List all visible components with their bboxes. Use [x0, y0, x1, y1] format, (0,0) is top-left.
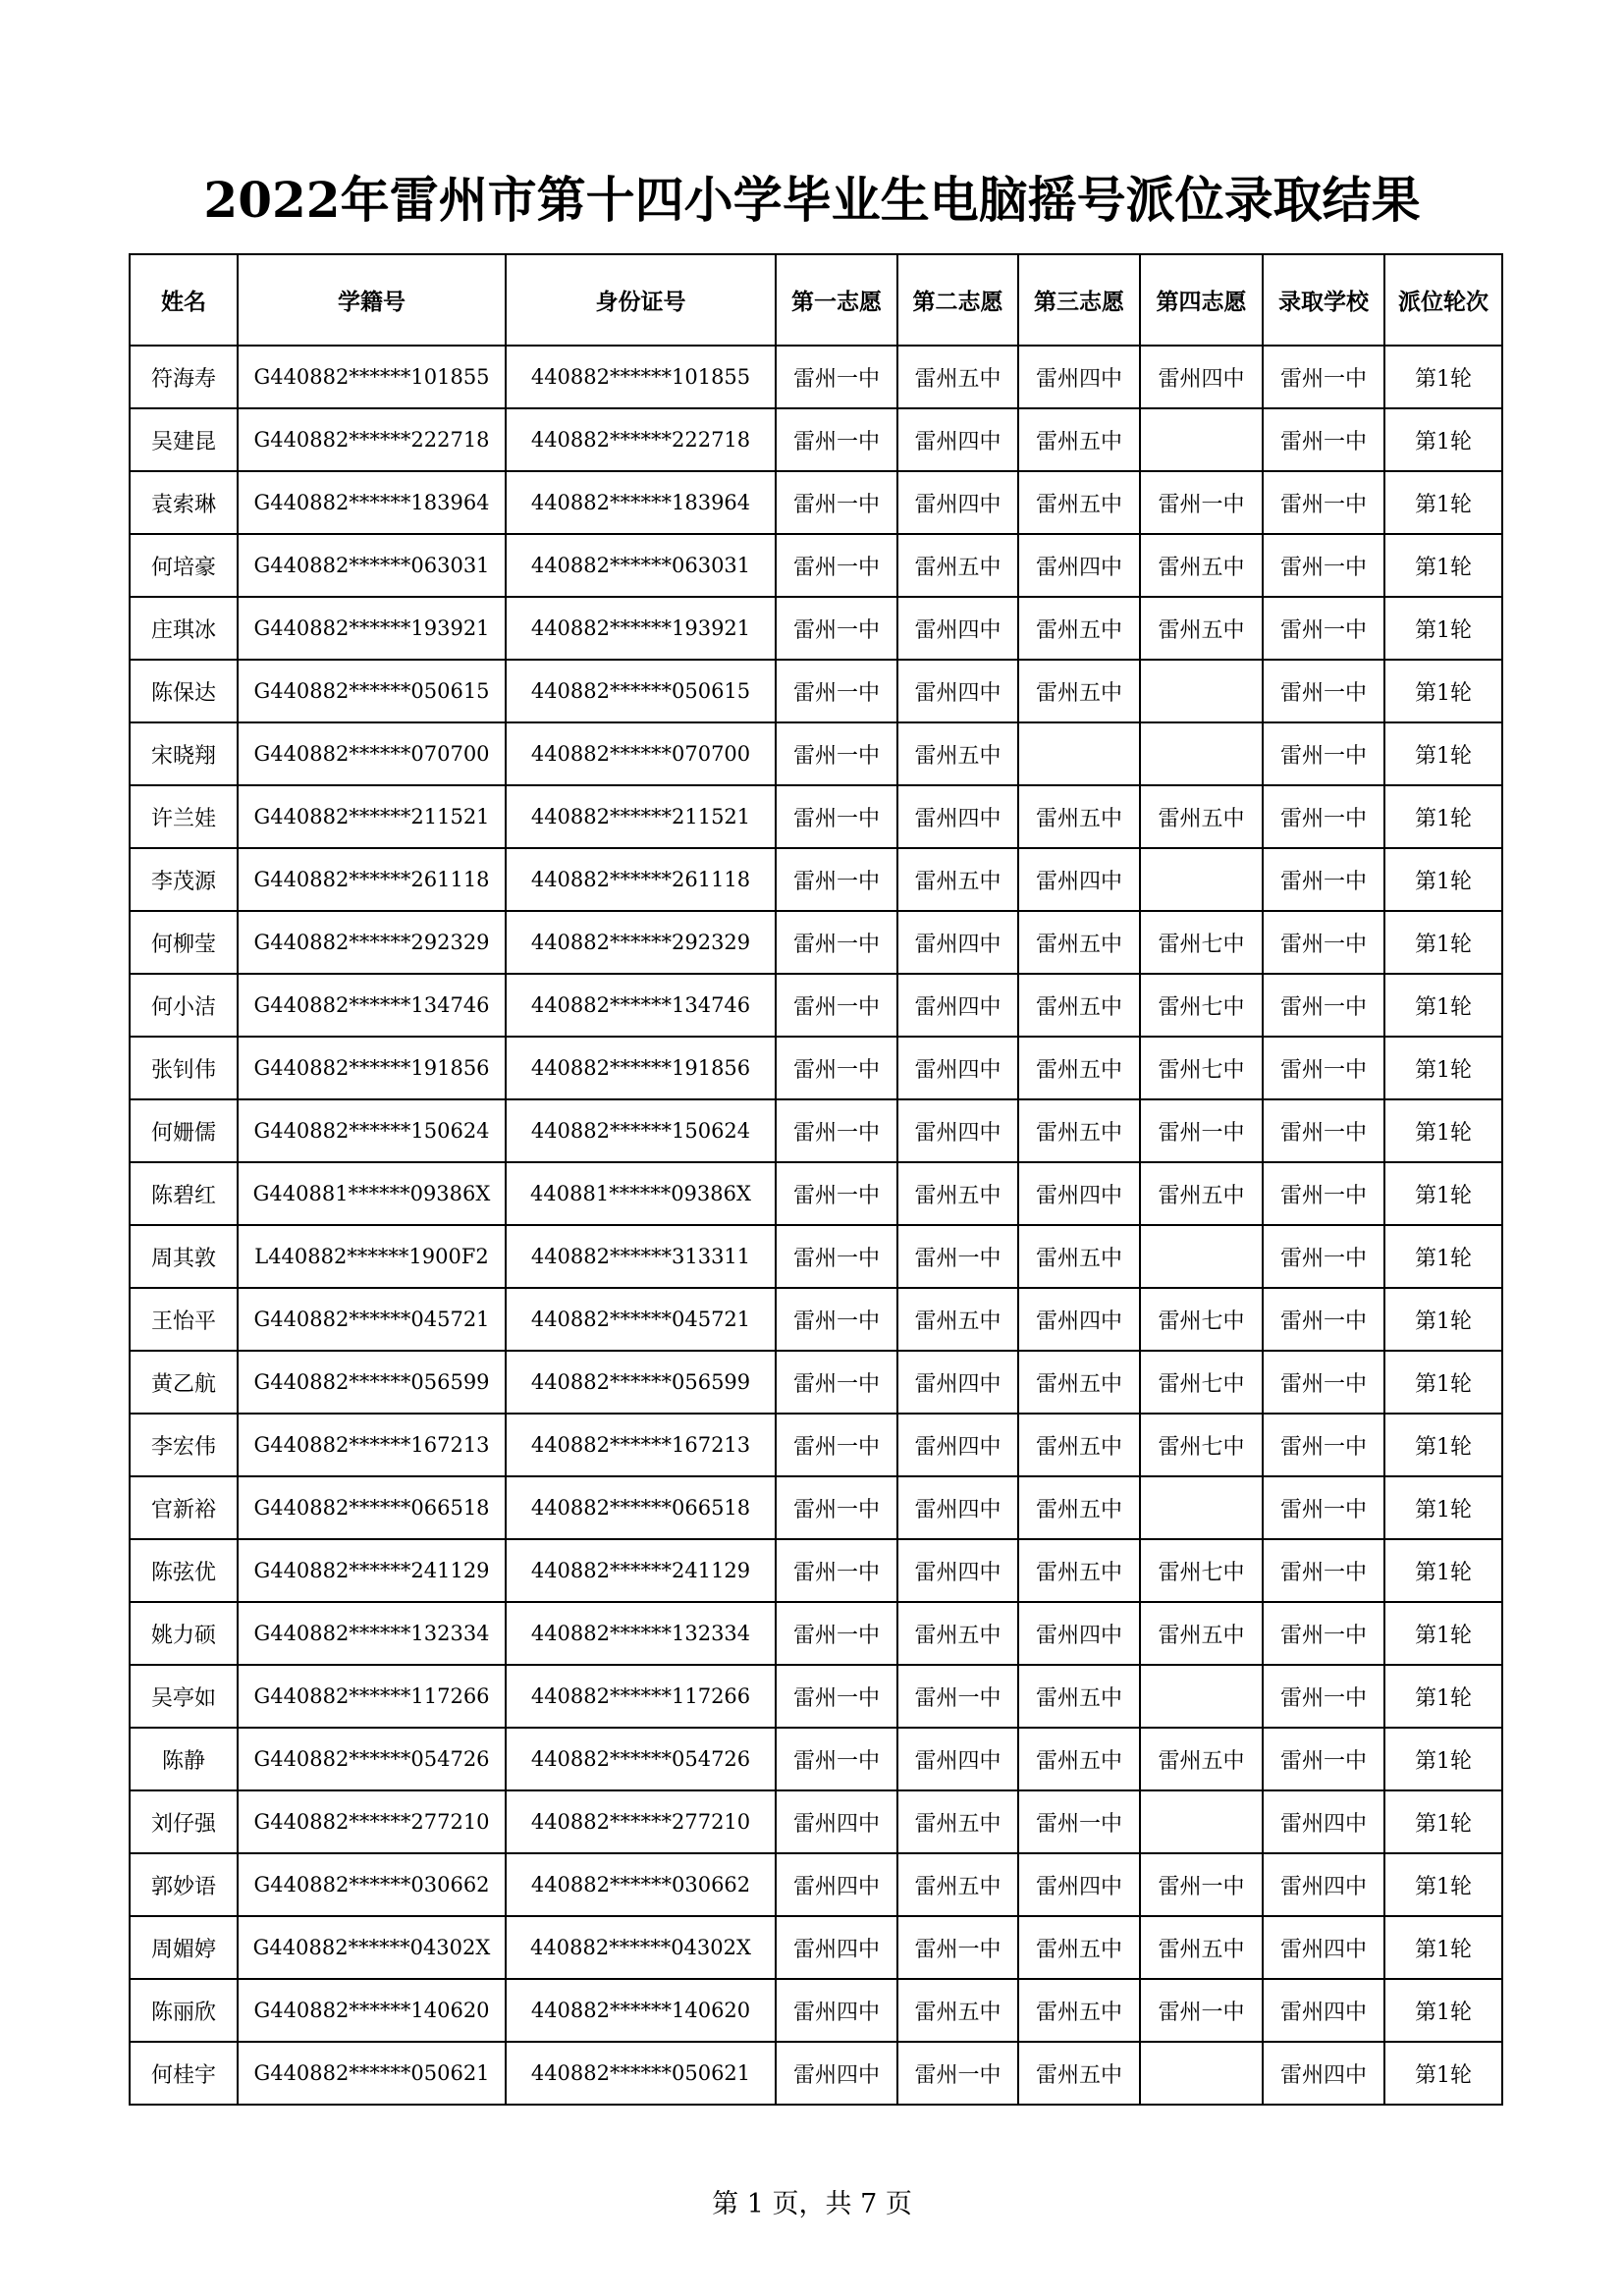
cell-id-card: 440882******222718	[506, 408, 776, 471]
cell-choice-2: 雷州四中	[897, 408, 1018, 471]
cell-student-id: G440882******292329	[238, 911, 506, 974]
cell-choice-1: 雷州一中	[776, 1288, 897, 1351]
cell-choice-4: 雷州五中	[1140, 534, 1263, 597]
cell-name: 郭妙语	[130, 1853, 238, 1916]
table-row	[130, 1414, 1502, 1476]
header-round: 派位轮次	[1384, 254, 1502, 346]
cell-choice-1: 雷州一中	[776, 1162, 897, 1225]
cell-id-card: 440882******04302X	[506, 1916, 776, 1979]
cell-id-card: 440882******056599	[506, 1351, 776, 1414]
cell-name: 何柳莹	[130, 911, 238, 974]
table-row	[130, 974, 1502, 1037]
table-row	[130, 1916, 1502, 1979]
cell-choice-4: 雷州五中	[1140, 1916, 1263, 1979]
table-row	[130, 1539, 1502, 1602]
table-row	[130, 1351, 1502, 1414]
cell-student-id: G440882******050615	[238, 660, 506, 722]
cell-choice-1: 雷州一中	[776, 1602, 897, 1665]
cell-round: 第1轮	[1384, 1602, 1502, 1665]
cell-choice-2: 雷州五中	[897, 1602, 1018, 1665]
cell-id-card: 440882******241129	[506, 1539, 776, 1602]
cell-choice-3: 雷州五中	[1018, 1099, 1140, 1162]
cell-admitted-school: 雷州一中	[1263, 471, 1384, 534]
header-id-card: 身份证号	[506, 254, 776, 346]
cell-admitted-school: 雷州一中	[1263, 534, 1384, 597]
cell-name: 李茂源	[130, 848, 238, 911]
cell-choice-3: 雷州五中	[1018, 1476, 1140, 1539]
cell-round: 第1轮	[1384, 722, 1502, 785]
table-row	[130, 660, 1502, 722]
cell-choice-2: 雷州五中	[897, 534, 1018, 597]
cell-choice-3: 雷州五中	[1018, 785, 1140, 848]
cell-choice-1: 雷州一中	[776, 1351, 897, 1414]
cell-student-id: G440882******04302X	[238, 1916, 506, 1979]
header-name: 姓名	[130, 254, 238, 346]
cell-choice-3: 雷州四中	[1018, 346, 1140, 408]
cell-round: 第1轮	[1384, 911, 1502, 974]
cell-choice-3: 雷州五中	[1018, 1414, 1140, 1476]
cell-student-id: L440882******1900F2	[238, 1225, 506, 1288]
cell-name: 吴亭如	[130, 1665, 238, 1728]
cell-choice-4: 雷州一中	[1140, 1853, 1263, 1916]
cell-round: 第1轮	[1384, 1037, 1502, 1099]
cell-name: 张钊伟	[130, 1037, 238, 1099]
cell-choice-4: 雷州七中	[1140, 974, 1263, 1037]
cell-choice-4	[1140, 722, 1263, 785]
cell-choice-1: 雷州四中	[776, 2042, 897, 2105]
cell-admitted-school: 雷州一中	[1263, 1351, 1384, 1414]
cell-id-card: 440882******167213	[506, 1414, 776, 1476]
cell-id-card: 440882******261118	[506, 848, 776, 911]
cell-id-card: 440882******211521	[506, 785, 776, 848]
cell-choice-4: 雷州七中	[1140, 1539, 1263, 1602]
cell-admitted-school: 雷州一中	[1263, 346, 1384, 408]
cell-choice-4	[1140, 1225, 1263, 1288]
cell-name: 何培豪	[130, 534, 238, 597]
cell-choice-1: 雷州一中	[776, 471, 897, 534]
cell-choice-1: 雷州一中	[776, 974, 897, 1037]
table-row	[130, 1162, 1502, 1225]
table-row	[130, 1037, 1502, 1099]
cell-student-id: G440882******193921	[238, 597, 506, 660]
cell-choice-3: 雷州五中	[1018, 471, 1140, 534]
cell-admitted-school: 雷州一中	[1263, 660, 1384, 722]
table-row	[130, 471, 1502, 534]
cell-choice-2: 雷州四中	[897, 1414, 1018, 1476]
cell-choice-2: 雷州四中	[897, 1476, 1018, 1539]
cell-choice-3: 雷州五中	[1018, 1037, 1140, 1099]
cell-name: 黄乙航	[130, 1351, 238, 1414]
cell-choice-2: 雷州五中	[897, 722, 1018, 785]
table-row	[130, 597, 1502, 660]
cell-id-card: 440882******183964	[506, 471, 776, 534]
cell-name: 庄琪冰	[130, 597, 238, 660]
table-row	[130, 1790, 1502, 1853]
cell-choice-4	[1140, 2042, 1263, 2105]
cell-round: 第1轮	[1384, 1539, 1502, 1602]
cell-choice-1: 雷州四中	[776, 1916, 897, 1979]
cell-id-card: 440882******191856	[506, 1037, 776, 1099]
cell-choice-2: 雷州四中	[897, 471, 1018, 534]
cell-choice-2: 雷州四中	[897, 1728, 1018, 1790]
cell-round: 第1轮	[1384, 1288, 1502, 1351]
cell-choice-4: 雷州五中	[1140, 785, 1263, 848]
cell-student-id: G440882******117266	[238, 1665, 506, 1728]
cell-choice-4	[1140, 1476, 1263, 1539]
cell-student-id: G440882******211521	[238, 785, 506, 848]
cell-choice-4	[1140, 408, 1263, 471]
cell-student-id: G440882******183964	[238, 471, 506, 534]
cell-choice-2: 雷州五中	[897, 346, 1018, 408]
cell-choice-1: 雷州一中	[776, 1728, 897, 1790]
cell-admitted-school: 雷州一中	[1263, 408, 1384, 471]
cell-choice-1: 雷州一中	[776, 408, 897, 471]
cell-id-card: 440882******050615	[506, 660, 776, 722]
cell-round: 第1轮	[1384, 1476, 1502, 1539]
cell-choice-2: 雷州五中	[897, 1790, 1018, 1853]
cell-round: 第1轮	[1384, 1979, 1502, 2042]
cell-choice-1: 雷州一中	[776, 534, 897, 597]
cell-choice-3: 雷州五中	[1018, 1728, 1140, 1790]
cell-round: 第1轮	[1384, 974, 1502, 1037]
cell-student-id: G440882******050621	[238, 2042, 506, 2105]
cell-admitted-school: 雷州一中	[1263, 1665, 1384, 1728]
cell-choice-3: 雷州四中	[1018, 534, 1140, 597]
cell-admitted-school: 雷州一中	[1263, 1539, 1384, 1602]
cell-choice-2: 雷州五中	[897, 1162, 1018, 1225]
table-row	[130, 1225, 1502, 1288]
cell-student-id: G440882******063031	[238, 534, 506, 597]
cell-choice-1: 雷州一中	[776, 911, 897, 974]
cell-choice-2: 雷州四中	[897, 597, 1018, 660]
cell-choice-3: 雷州五中	[1018, 597, 1140, 660]
cell-name: 陈弦优	[130, 1539, 238, 1602]
cell-choice-2: 雷州四中	[897, 974, 1018, 1037]
cell-admitted-school: 雷州一中	[1263, 1162, 1384, 1225]
cell-round: 第1轮	[1384, 534, 1502, 597]
table-row	[130, 2042, 1502, 2105]
cell-choice-3: 雷州四中	[1018, 1162, 1140, 1225]
cell-choice-3: 雷州五中	[1018, 1225, 1140, 1288]
cell-choice-2: 雷州五中	[897, 1853, 1018, 1916]
cell-id-card: 440882******132334	[506, 1602, 776, 1665]
cell-choice-1: 雷州一中	[776, 1539, 897, 1602]
cell-choice-2: 雷州一中	[897, 2042, 1018, 2105]
cell-choice-2: 雷州四中	[897, 1099, 1018, 1162]
cell-choice-2: 雷州五中	[897, 1979, 1018, 2042]
table-row	[130, 408, 1502, 471]
cell-choice-1: 雷州四中	[776, 1979, 897, 2042]
cell-name: 官新裕	[130, 1476, 238, 1539]
cell-name: 吴建昆	[130, 408, 238, 471]
cell-round: 第1轮	[1384, 1351, 1502, 1414]
table-row	[130, 346, 1502, 408]
cell-choice-1: 雷州一中	[776, 660, 897, 722]
cell-choice-2: 雷州一中	[897, 1225, 1018, 1288]
cell-student-id: G440882******167213	[238, 1414, 506, 1476]
cell-id-card: 440882******063031	[506, 534, 776, 597]
cell-admitted-school: 雷州四中	[1263, 2042, 1384, 2105]
header-student-id: 学籍号	[238, 254, 506, 346]
cell-choice-3: 雷州五中	[1018, 1665, 1140, 1728]
cell-id-card: 440882******070700	[506, 722, 776, 785]
cell-choice-3: 雷州四中	[1018, 848, 1140, 911]
cell-choice-4: 雷州五中	[1140, 597, 1263, 660]
cell-choice-4: 雷州五中	[1140, 1602, 1263, 1665]
cell-admitted-school: 雷州一中	[1263, 848, 1384, 911]
cell-choice-1: 雷州一中	[776, 722, 897, 785]
cell-choice-2: 雷州四中	[897, 911, 1018, 974]
cell-admitted-school: 雷州一中	[1263, 1225, 1384, 1288]
cell-choice-3: 雷州五中	[1018, 660, 1140, 722]
cell-choice-1: 雷州一中	[776, 346, 897, 408]
cell-id-card: 440882******134746	[506, 974, 776, 1037]
cell-admitted-school: 雷州一中	[1263, 1602, 1384, 1665]
cell-student-id: G440882******261118	[238, 848, 506, 911]
cell-choice-2: 雷州五中	[897, 1288, 1018, 1351]
cell-name: 王怡平	[130, 1288, 238, 1351]
cell-round: 第1轮	[1384, 1099, 1502, 1162]
cell-id-card: 440882******117266	[506, 1665, 776, 1728]
table-row	[130, 1288, 1502, 1351]
table-body	[130, 346, 1502, 2105]
cell-choice-2: 雷州四中	[897, 1037, 1018, 1099]
cell-student-id: G440882******056599	[238, 1351, 506, 1414]
cell-student-id: G440882******054726	[238, 1728, 506, 1790]
cell-admitted-school: 雷州四中	[1263, 1979, 1384, 2042]
cell-name: 何桂宇	[130, 2042, 238, 2105]
cell-name: 陈碧红	[130, 1162, 238, 1225]
cell-id-card: 440882******066518	[506, 1476, 776, 1539]
cell-choice-1: 雷州一中	[776, 1665, 897, 1728]
cell-name: 陈静	[130, 1728, 238, 1790]
cell-name: 李宏伟	[130, 1414, 238, 1476]
cell-choice-1: 雷州一中	[776, 597, 897, 660]
cell-choice-1: 雷州一中	[776, 1476, 897, 1539]
cell-round: 第1轮	[1384, 471, 1502, 534]
page-footer: 第 1 页，共 7 页	[712, 2189, 912, 2219]
cell-choice-3: 雷州四中	[1018, 1853, 1140, 1916]
cell-name: 宋晓翔	[130, 722, 238, 785]
page-title: 2022年雷州市第十四小学毕业生电脑摇号派位录取结果	[203, 171, 1421, 229]
cell-choice-4: 雷州四中	[1140, 346, 1263, 408]
cell-student-id: G440882******070700	[238, 722, 506, 785]
header-choice-1: 第一志愿	[776, 254, 897, 346]
cell-choice-2: 雷州一中	[897, 1665, 1018, 1728]
cell-choice-2: 雷州四中	[897, 1539, 1018, 1602]
cell-round: 第1轮	[1384, 1665, 1502, 1728]
header-admitted-school: 录取学校	[1263, 254, 1384, 346]
cell-student-id: G440882******045721	[238, 1288, 506, 1351]
cell-choice-3: 雷州五中	[1018, 1539, 1140, 1602]
cell-id-card: 440882******292329	[506, 911, 776, 974]
cell-choice-2: 雷州四中	[897, 660, 1018, 722]
admission-results-table	[129, 253, 1503, 2106]
cell-admitted-school: 雷州四中	[1263, 1916, 1384, 1979]
table-row	[130, 1853, 1502, 1916]
cell-choice-3: 雷州四中	[1018, 1288, 1140, 1351]
cell-id-card: 440882******277210	[506, 1790, 776, 1853]
cell-admitted-school: 雷州一中	[1263, 785, 1384, 848]
cell-id-card: 440882******050621	[506, 2042, 776, 2105]
cell-choice-3: 雷州五中	[1018, 1351, 1140, 1414]
cell-choice-1: 雷州四中	[776, 1790, 897, 1853]
cell-name: 何姗儒	[130, 1099, 238, 1162]
cell-student-id: G440882******150624	[238, 1099, 506, 1162]
cell-choice-4	[1140, 1665, 1263, 1728]
cell-choice-4: 雷州七中	[1140, 911, 1263, 974]
cell-round: 第1轮	[1384, 848, 1502, 911]
cell-student-id: G440882******066518	[238, 1476, 506, 1539]
cell-id-card: 440882******030662	[506, 1853, 776, 1916]
cell-name: 陈丽欣	[130, 1979, 238, 2042]
cell-name: 何小洁	[130, 974, 238, 1037]
cell-name: 陈保达	[130, 660, 238, 722]
cell-choice-1: 雷州一中	[776, 1414, 897, 1476]
cell-choice-4: 雷州七中	[1140, 1351, 1263, 1414]
cell-choice-2: 雷州五中	[897, 848, 1018, 911]
cell-choice-3: 雷州五中	[1018, 1916, 1140, 1979]
cell-name: 刘仔强	[130, 1790, 238, 1853]
cell-student-id: G440882******132334	[238, 1602, 506, 1665]
cell-admitted-school: 雷州一中	[1263, 974, 1384, 1037]
table-header-row	[130, 254, 1502, 346]
cell-id-card: 440882******054726	[506, 1728, 776, 1790]
table-row	[130, 785, 1502, 848]
cell-student-id: G440882******222718	[238, 408, 506, 471]
cell-choice-3: 雷州五中	[1018, 911, 1140, 974]
cell-choice-4: 雷州五中	[1140, 1162, 1263, 1225]
cell-student-id: G440881******09386X	[238, 1162, 506, 1225]
cell-choice-3: 雷州五中	[1018, 2042, 1140, 2105]
cell-choice-1: 雷州一中	[776, 848, 897, 911]
cell-admitted-school: 雷州一中	[1263, 1476, 1384, 1539]
cell-admitted-school: 雷州一中	[1263, 1037, 1384, 1099]
cell-round: 第1轮	[1384, 1728, 1502, 1790]
cell-admitted-school: 雷州一中	[1263, 911, 1384, 974]
cell-id-card: 440882******140620	[506, 1979, 776, 2042]
cell-id-card: 440881******09386X	[506, 1162, 776, 1225]
cell-admitted-school: 雷州一中	[1263, 597, 1384, 660]
cell-choice-4	[1140, 1790, 1263, 1853]
cell-student-id: G440882******101855	[238, 346, 506, 408]
table-row	[130, 1665, 1502, 1728]
cell-round: 第1轮	[1384, 2042, 1502, 2105]
cell-student-id: G440882******191856	[238, 1037, 506, 1099]
cell-round: 第1轮	[1384, 1162, 1502, 1225]
cell-name: 周其敦	[130, 1225, 238, 1288]
cell-student-id: G440882******277210	[238, 1790, 506, 1853]
cell-choice-3	[1018, 722, 1140, 785]
cell-choice-3: 雷州五中	[1018, 408, 1140, 471]
cell-round: 第1轮	[1384, 597, 1502, 660]
cell-id-card: 440882******101855	[506, 346, 776, 408]
cell-round: 第1轮	[1384, 1414, 1502, 1476]
cell-admitted-school: 雷州一中	[1263, 1728, 1384, 1790]
cell-choice-4: 雷州五中	[1140, 1728, 1263, 1790]
cell-name: 袁索琳	[130, 471, 238, 534]
cell-id-card: 440882******150624	[506, 1099, 776, 1162]
cell-id-card: 440882******193921	[506, 597, 776, 660]
table-row	[130, 1602, 1502, 1665]
table-row	[130, 1728, 1502, 1790]
cell-name: 周媚婷	[130, 1916, 238, 1979]
cell-round: 第1轮	[1384, 1225, 1502, 1288]
cell-choice-4: 雷州七中	[1140, 1288, 1263, 1351]
cell-id-card: 440882******045721	[506, 1288, 776, 1351]
table-row	[130, 1979, 1502, 2042]
cell-choice-3: 雷州一中	[1018, 1790, 1140, 1853]
cell-student-id: G440882******030662	[238, 1853, 506, 1916]
cell-choice-1: 雷州一中	[776, 785, 897, 848]
cell-round: 第1轮	[1384, 785, 1502, 848]
cell-choice-2: 雷州四中	[897, 785, 1018, 848]
cell-name: 姚力硕	[130, 1602, 238, 1665]
cell-round: 第1轮	[1384, 1853, 1502, 1916]
header-choice-3: 第三志愿	[1018, 254, 1140, 346]
cell-student-id: G440882******241129	[238, 1539, 506, 1602]
cell-round: 第1轮	[1384, 408, 1502, 471]
cell-admitted-school: 雷州一中	[1263, 1099, 1384, 1162]
cell-choice-4: 雷州一中	[1140, 471, 1263, 534]
cell-choice-3: 雷州五中	[1018, 1979, 1140, 2042]
cell-choice-4: 雷州七中	[1140, 1414, 1263, 1476]
cell-admitted-school: 雷州一中	[1263, 722, 1384, 785]
cell-choice-4: 雷州一中	[1140, 1979, 1263, 2042]
cell-round: 第1轮	[1384, 1790, 1502, 1853]
cell-choice-1: 雷州一中	[776, 1099, 897, 1162]
cell-name: 许兰娃	[130, 785, 238, 848]
cell-student-id: G440882******140620	[238, 1979, 506, 2042]
cell-student-id: G440882******134746	[238, 974, 506, 1037]
cell-choice-4: 雷州七中	[1140, 1037, 1263, 1099]
cell-choice-1: 雷州一中	[776, 1037, 897, 1099]
table-row	[130, 534, 1502, 597]
cell-choice-1: 雷州一中	[776, 1225, 897, 1288]
cell-choice-4: 雷州一中	[1140, 1099, 1263, 1162]
header-choice-2: 第二志愿	[897, 254, 1018, 346]
cell-admitted-school: 雷州四中	[1263, 1853, 1384, 1916]
header-choice-4: 第四志愿	[1140, 254, 1263, 346]
cell-choice-3: 雷州四中	[1018, 1602, 1140, 1665]
cell-choice-2: 雷州四中	[897, 1351, 1018, 1414]
cell-choice-4	[1140, 848, 1263, 911]
cell-round: 第1轮	[1384, 346, 1502, 408]
table-row	[130, 1476, 1502, 1539]
table-row	[130, 848, 1502, 911]
cell-choice-1: 雷州四中	[776, 1853, 897, 1916]
cell-choice-2: 雷州一中	[897, 1916, 1018, 1979]
cell-choice-3: 雷州五中	[1018, 974, 1140, 1037]
cell-admitted-school: 雷州四中	[1263, 1790, 1384, 1853]
cell-id-card: 440882******313311	[506, 1225, 776, 1288]
table-row	[130, 722, 1502, 785]
cell-name: 符海寿	[130, 346, 238, 408]
cell-round: 第1轮	[1384, 660, 1502, 722]
table-row	[130, 911, 1502, 974]
cell-round: 第1轮	[1384, 1916, 1502, 1979]
cell-admitted-school: 雷州一中	[1263, 1288, 1384, 1351]
cell-choice-4	[1140, 660, 1263, 722]
table-row	[130, 1099, 1502, 1162]
cell-admitted-school: 雷州一中	[1263, 1414, 1384, 1476]
